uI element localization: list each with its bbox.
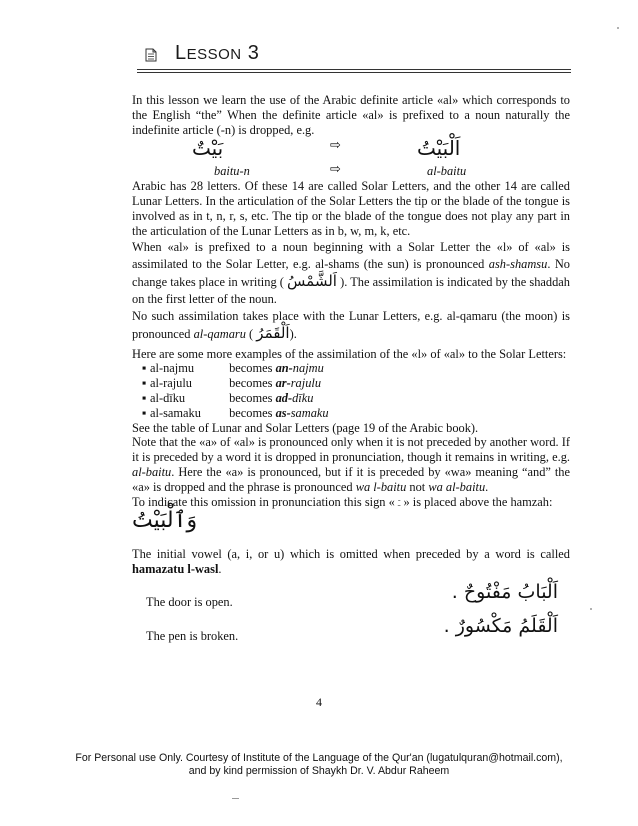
arabic-al-shamsu: اَلشَّمْسُ: [287, 271, 337, 290]
paragraph-wasl-sign: To indicate this omission in pronunciation this sign « ـٙ » is placed above the hamzah:: [132, 494, 553, 509]
bullet-icon: ▪: [142, 361, 147, 376]
example-verb: becomes: [229, 405, 273, 420]
sentence-row: [132, 614, 570, 649]
hamza-term: hamazatu l-wasl: [132, 562, 219, 577]
paragraph-lunar: [132, 308, 570, 343]
lesson-body: [132, 93, 570, 649]
paragraph-note: [132, 435, 570, 494]
example-verb: becomes: [229, 361, 273, 376]
sentence-arabic: اَلْبَابُ مَفْتُوحٌ .: [451, 580, 558, 603]
lunar-open-paren: (: [249, 326, 254, 341]
example-latin-definite: al-baitu: [427, 164, 467, 179]
sentence-english: The pen is broken.: [146, 628, 239, 643]
arrow-icon: ⇨: [330, 162, 341, 178]
example-verb: becomes: [229, 376, 273, 391]
example-verb: becomes: [229, 390, 273, 405]
lunar-text-1: No such assimilation takes place with the Lunar Letters, e.g. al-qamaru (the moon) is pronounced: [132, 308, 570, 341]
bullet-icon: ▪: [142, 390, 147, 405]
footer-line-2: and by kind permission of Shaykh Dr. V. Abdur Raheem: [188, 765, 450, 777]
title-initial: L: [175, 42, 187, 64]
example-to-rest: samaku: [290, 405, 329, 420]
note-italic-1: al-baitu: [132, 464, 172, 479]
paragraph-intro: In this lesson we learn the use of the Arabic definite article «al» which corresponds to the English “the” When the definite article «al» is prefixed to a noun naturally the indefinite article (-n) is dropped, e.g.: [132, 93, 570, 137]
bullet-icon: ▪: [142, 405, 147, 420]
lunar-close: ).: [289, 326, 297, 341]
example-arabic-definite: اَلْبَيْتُ: [417, 136, 461, 161]
arabic-al-qamaru: اَلْقَمَرُ: [256, 323, 290, 342]
sentence-arabic: اَلْقَلَمُ مَكْسُورٌ .: [443, 614, 558, 637]
example-from: al-rajulu: [150, 376, 192, 391]
list-item: [142, 376, 570, 391]
example-from: al-samaku: [150, 405, 201, 420]
header-rule: [137, 69, 571, 70]
sentence-english: The door is open.: [146, 594, 233, 609]
page-number: 4: [316, 695, 322, 709]
list-item: [142, 406, 570, 421]
assimilation-text-2: . No change takes place in writing (: [132, 256, 570, 289]
title-rest: ESSON: [186, 46, 242, 63]
footer: [0, 752, 638, 778]
example-from: al-najmu: [150, 361, 195, 376]
example-to-prefix: ad-: [275, 390, 293, 405]
hamza-end: .: [218, 562, 222, 577]
arabic-wa-l-baitu: وَٱلْبَيْتُ: [132, 508, 198, 534]
paragraph-assimilation: [132, 239, 570, 308]
example-to-prefix: as-: [275, 405, 291, 420]
note-italic-3: wa al-baitu: [428, 479, 486, 494]
paragraph-more-examples: Here are some more examples of the assimilation of the «l» of «al» to the Solar Letters:: [132, 346, 567, 361]
example-latin-row: [132, 164, 570, 179]
scan-speck: [590, 608, 592, 610]
example-from: al-dīku: [150, 390, 186, 405]
wasl-example: [132, 508, 570, 543]
example-to-prefix: ar-: [275, 376, 291, 391]
list-item: [142, 361, 570, 376]
assimilation-text-3: ). The assimilation is indicated by the shaddah on the first letter of the noun.: [132, 274, 570, 306]
footer-line-1: For Personal use Only. Courtesy of Institute of the Language of the Qur'an (lugatulquran@hotmail.com),: [75, 752, 563, 764]
scan-speck: [617, 27, 619, 29]
note-text-3: not: [409, 479, 426, 494]
scan-mark: [232, 798, 239, 799]
header-rule-second: [137, 72, 571, 73]
note-text-4: .: [485, 479, 489, 494]
sentence-row: [132, 580, 570, 615]
hamza-text: The initial vowel (a, i, or u) which is omitted when preceded by a word is called: [132, 547, 570, 562]
lesson-title: [175, 42, 259, 65]
paragraph-solar-lunar: Arabic has 28 letters. Of these 14 are called Solar Letters, and the other 14 are called Lunar Letters. In the articulation of the Solar Letters the tip or the blade of the tongue is involved as in t, n, r, s, etc. The tip or the blade of the tongue does not play any part in the articulation of the Lunar Letters as in b, w, m, k, etc.: [132, 179, 570, 238]
paragraph-hamzatu-l-wasl: [132, 547, 570, 577]
lesson-header: [145, 42, 570, 70]
list-item: [142, 391, 570, 406]
example-arabic-indefinite: بَيْتٌ: [192, 136, 224, 161]
arrow-icon: ⇨: [330, 138, 341, 154]
assimilation-example-italic: ash-shamsu: [488, 256, 548, 271]
note-text-2: . Here the «a» is pronounced, but if it is preceded by «wa» meaning “and” the «a» is dropped and the phrase is pronounced: [132, 464, 570, 494]
assimilation-text-1: When «al» is prefixed to a noun beginning with a Solar Letter the «l» of «al» is assimilated to the Solar Letter, e.g. al-shams (the sun) is pronounced: [132, 239, 570, 271]
example-to-rest: dīku: [292, 390, 314, 405]
example-arabic-row: [132, 137, 570, 164]
example-to-prefix: an-: [275, 361, 293, 376]
lesson-number: 3: [247, 42, 260, 64]
example-to-rest: najmu: [292, 361, 324, 376]
paragraph-table-reference: See the table of Lunar and Solar Letters (page 19 of the Arabic book).: [132, 420, 479, 435]
bullet-icon: ▪: [142, 376, 147, 391]
example-to-rest: rajulu: [290, 376, 322, 391]
document-icon: [145, 48, 157, 62]
note-text-1: Note that the «a» of «al» is pronounced only when it is not preceded by another word. If it is preceded by a word it is dropped in pronunciation, though it remains in writing, e.g.: [132, 435, 570, 465]
example-list: [142, 361, 570, 420]
note-italic-2: wa l-baitu: [355, 479, 407, 494]
example-latin-indefinite: baitu-n: [214, 164, 250, 179]
lunar-example-italic: al-qamaru: [193, 326, 246, 341]
